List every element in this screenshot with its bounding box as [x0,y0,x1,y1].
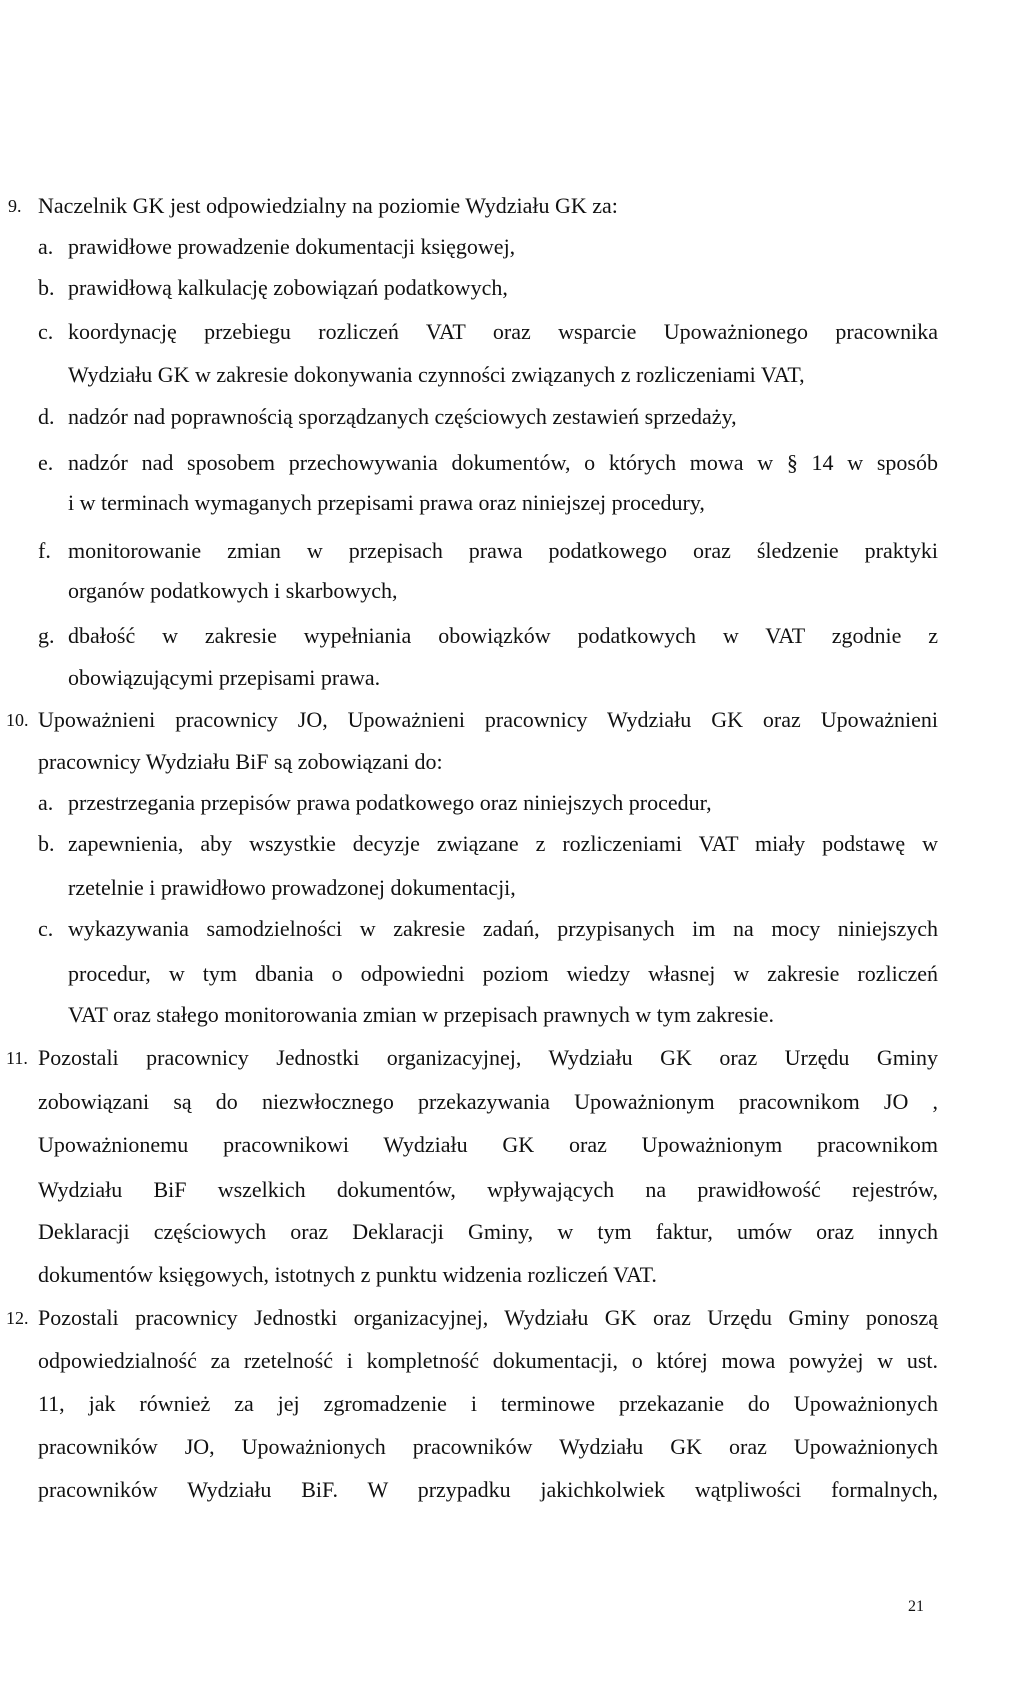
section-10-item-c-text-line-2: procedur, w tym dbania o odpowiedni poziom wiedzy własnej w zakresie rozliczeń [68,961,938,986]
section-9-item-g-text-line-1: dbałość w zakresie wypełniania obowiązków podatkowych w VAT zgodnie z [68,623,938,648]
section-10-item-a-letter: a. [38,790,54,815]
section-9-item-c-letter: c. [38,319,54,344]
section-9-item-b-letter: b. [38,275,55,300]
section-9-item-f-text-line-2: organów podatkowych i skarbowych, [68,578,398,603]
section-number-11: 11. [6,1048,28,1068]
section-10-item-c-text-line-3: VAT oraz stałego monitorowania zmian w przepisach prawnych w tym zakresie. [68,1002,775,1027]
section-11-text-line-1: Pozostali pracownicy Jednostki organizacyjnej, Wydziału GK oraz Urzędu Gminy [38,1045,938,1070]
section-9-item-f-letter: f. [38,538,51,563]
section-10-text-line-1: Upoważnieni pracownicy JO, Upoważnieni pracownicy Wydziału GK oraz Upoważnieni [38,707,938,732]
section-12-text-line-3: 11, jak również za jej zgromadzenie i terminowe przekazanie do Upoważnionych [38,1391,938,1416]
section-9-item-d-letter: d. [38,404,55,429]
section-11-text-line-2: zobowiązani są do niezwłocznego przekazywania Upoważnionym pracownikom JO , [38,1089,938,1114]
section-12-text-line-2: odpowiedzialność za rzetelność i kompletność dokumentacji, o której mowa powyżej w ust. [38,1348,938,1373]
section-9-item-d-text: nadzór nad poprawnością sporządzanych częściowych zestawień sprzedaży, [68,404,737,429]
section-9-item-g-letter: g. [38,623,55,648]
section-12-text-line-1: Pozostali pracownicy Jednostki organizacyjnej, Wydziału GK oraz Urzędu Gminy ponoszą [38,1305,938,1330]
section-9-item-f-text-line-1: monitorowanie zmian w przepisach prawa podatkowego oraz śledzenie praktyki [68,538,938,563]
page-number: 21 [908,1598,924,1615]
section-9-item-a-text: prawidłowe prowadzenie dokumentacji księgowej, [68,234,516,259]
section-9-item-c-text-line-2: Wydziału GK w zakresie dokonywania czynności związanych z rozliczeniami VAT, [68,362,805,387]
section-12-text-line-4: pracowników JO, Upoważnionych pracowników Wydziału GK oraz Upoważnionych [38,1434,938,1459]
section-number-9: 9. [8,196,22,216]
section-9-item-g-text-line-2: obowiązującymi przepisami prawa. [68,665,381,690]
section-9-item-e-text-line-2: i w terminach wymaganych przepisami prawa oraz niniejszej procedury, [68,490,705,515]
section-11-text-line-4: Wydziału BiF wszelkich dokumentów, wpływających na prawidłowość rejestrów, [38,1177,938,1202]
section-9-item-c-text-line-1: koordynację przebiegu rozliczeń VAT oraz wsparcie Upoważnionego pracownika [68,319,938,344]
section-10-item-b-text-line-2: rzetelnie i prawidłowo prowadzonej dokumentacji, [68,875,516,900]
section-11-text-line-6: dokumentów księgowych, istotnych z punktu widzenia rozliczeń VAT. [38,1262,657,1287]
section-number-10: 10. [6,710,29,730]
section-11-text-line-5: Deklaracji częściowych oraz Deklaracji Gminy, w tym faktur, umów oraz innych [38,1219,938,1244]
section-10-item-c-letter: c. [38,916,54,941]
section-9-item-e-letter: e. [38,450,54,475]
section-10-item-b-text-line-1: zapewnienia, aby wszystkie decyzje związane z rozliczeniami VAT miały podstawę w [68,831,938,856]
section-10-item-b-letter: b. [38,831,55,856]
section-12-text-line-5: pracowników Wydziału BiF. W przypadku jakichkolwiek wątpliwości formalnych, [38,1477,938,1502]
section-9-item-e-text-line-1: nadzór nad sposobem przechowywania dokumentów, o których mowa w § 14 w sposób [68,450,938,475]
section-9-text: Naczelnik GK jest odpowiedzialny na poziomie Wydziału GK za: [38,193,618,218]
section-number-12: 12. [6,1308,29,1328]
section-9-item-a-letter: a. [38,234,54,259]
section-10-item-c-text-line-1: wykazywania samodzielności w zakresie zadań, przypisanych im na mocy niniejszych [68,916,938,941]
section-10-item-a-text: przestrzegania przepisów prawa podatkowego oraz niniejszych procedur, [68,790,712,815]
section-10-text-line-2: pracownicy Wydziału BiF są zobowiązani do: [38,749,443,774]
section-9-item-b-text: prawidłową kalkulację zobowiązań podatkowych, [68,275,508,300]
section-11-text-line-3: Upoważnionemu pracownikowi Wydziału GK oraz Upoważnionym pracownikom [38,1132,938,1157]
